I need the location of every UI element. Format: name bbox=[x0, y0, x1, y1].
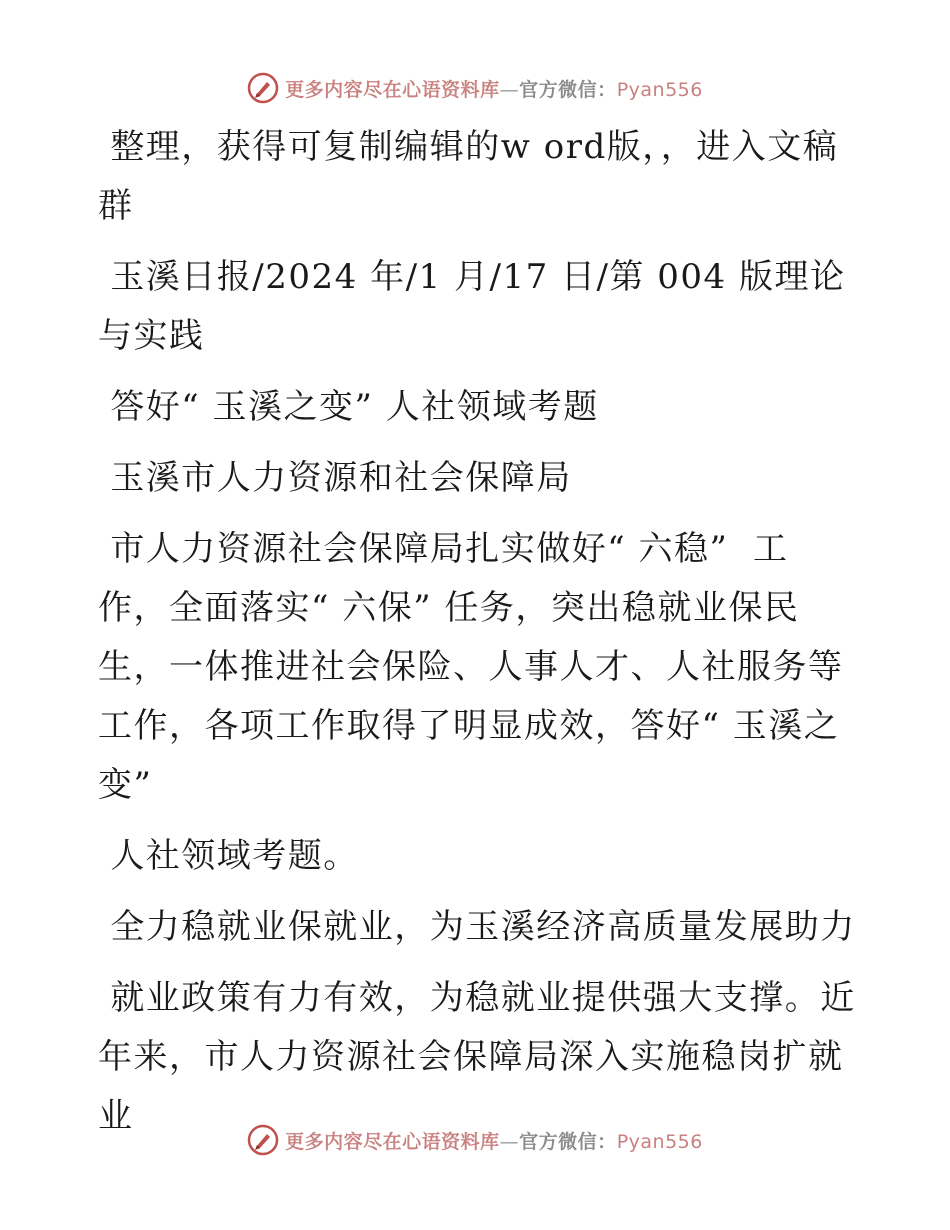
watermark-label: 官方微信： bbox=[519, 1130, 617, 1153]
watermark-main-text: 更多内容尽在心语资料库 bbox=[285, 78, 500, 101]
paragraph: 全力稳就业保就业，为玉溪经济高质量发展助力 bbox=[98, 907, 856, 947]
paragraph: 人社领域考题。 bbox=[98, 836, 359, 876]
watermark-header bbox=[0, 70, 950, 106]
paragraph: 答好“ 玉溪之变” 人社领域考题 bbox=[98, 387, 599, 427]
paragraph: 玉溪市人力资源和社会保障局 bbox=[98, 458, 572, 498]
paragraph: 玉溪日报/2024 年/1 月/17 日/第 004 版理论与实践 bbox=[98, 257, 846, 356]
watermark-label: 官方微信： bbox=[519, 78, 617, 101]
paragraph: 市人力资源社会保障局扎实做好“ 六稳” 工作，全面落实“ 六保” 任务，突出稳就业保民生，一体推进社会保险、人事人才、人社服务等工作，各项工作取得了明显成效，答好“ 玉溪之变” bbox=[98, 529, 844, 805]
watermark-separator: — bbox=[499, 1130, 520, 1153]
watermark-id: Pyan556 bbox=[616, 78, 703, 101]
pen-logo-icon bbox=[247, 1124, 279, 1156]
watermark-separator: — bbox=[499, 78, 520, 101]
paragraph: 整理，获得可复制编辑的w ord版，，进入文稿群 bbox=[98, 127, 839, 226]
watermark-id: Pyan556 bbox=[616, 1130, 703, 1153]
pen-logo-icon bbox=[247, 72, 279, 104]
paragraph: 就业政策有力有效，为稳就业提供强大支撑。近年来，市人力资源社会保障局深入实施稳岗扩就业 bbox=[98, 978, 856, 1136]
watermark-footer bbox=[0, 1122, 950, 1158]
document-body bbox=[98, 118, 858, 1146]
watermark-main-text: 更多内容尽在心语资料库 bbox=[285, 1130, 500, 1153]
